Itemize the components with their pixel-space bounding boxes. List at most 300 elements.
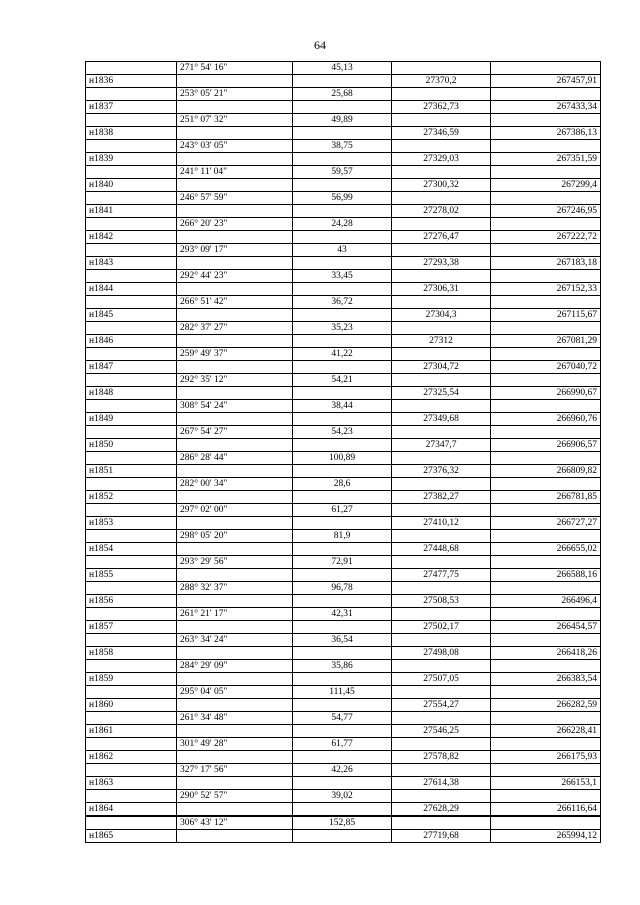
y-coordinate-cell xyxy=(491,452,601,465)
y-coordinate-cell xyxy=(491,426,601,439)
y-coordinate-cell: 267386,13 xyxy=(491,127,601,140)
y-coordinate-cell: 267457,91 xyxy=(491,75,601,88)
x-coordinate-cell: 27376,32 xyxy=(392,465,491,478)
segment-row xyxy=(86,816,601,830)
x-coordinate-cell: 27347,7 xyxy=(392,439,491,452)
point-name-cell xyxy=(86,88,177,101)
distance-cell xyxy=(293,413,392,426)
angle-cell xyxy=(177,205,293,218)
x-coordinate-cell xyxy=(392,790,491,803)
point-name-cell: н1850 xyxy=(86,439,177,452)
x-coordinate-cell: 27304,3 xyxy=(392,309,491,322)
distance-cell: 152,85 xyxy=(293,816,392,830)
x-coordinate-cell: 27346,59 xyxy=(392,127,491,140)
segment-row xyxy=(86,634,601,647)
y-coordinate-cell xyxy=(491,738,601,751)
point-name-cell xyxy=(86,426,177,439)
y-coordinate-cell: 267115,67 xyxy=(491,309,601,322)
angle-cell: 298° 05' 20" xyxy=(177,530,293,543)
distance-cell xyxy=(293,387,392,400)
segment-row xyxy=(86,686,601,699)
y-coordinate-cell xyxy=(491,322,601,335)
segment-row xyxy=(86,660,601,673)
y-coordinate-cell: 265994,12 xyxy=(491,830,601,843)
point-name-cell xyxy=(86,296,177,309)
x-coordinate-cell: 27628,29 xyxy=(392,803,491,817)
distance-cell xyxy=(293,777,392,790)
distance-cell xyxy=(293,361,392,374)
y-coordinate-cell xyxy=(491,348,601,361)
x-coordinate-cell xyxy=(392,634,491,647)
y-coordinate-cell: 266960,76 xyxy=(491,413,601,426)
point-name-cell xyxy=(86,530,177,543)
x-coordinate-cell xyxy=(392,218,491,231)
distance-cell xyxy=(293,543,392,556)
x-coordinate-cell: 27325,54 xyxy=(392,387,491,400)
point-name-cell xyxy=(86,816,177,830)
distance-cell xyxy=(293,465,392,478)
segment-row xyxy=(86,322,601,335)
point-row xyxy=(86,830,601,843)
y-coordinate-cell: 266588,16 xyxy=(491,569,601,582)
y-coordinate-cell: 266655,02 xyxy=(491,543,601,556)
y-coordinate-cell xyxy=(491,114,601,127)
point-row xyxy=(86,699,601,712)
y-coordinate-cell xyxy=(491,660,601,673)
segment-row xyxy=(86,530,601,543)
angle-cell: 241° 11' 04" xyxy=(177,166,293,179)
angle-cell xyxy=(177,439,293,452)
x-coordinate-cell xyxy=(392,608,491,621)
segment-row xyxy=(86,452,601,465)
distance-cell: 38,44 xyxy=(293,400,392,413)
angle-cell xyxy=(177,595,293,608)
x-coordinate-cell xyxy=(392,88,491,101)
angle-cell: 284° 29' 09" xyxy=(177,660,293,673)
angle-cell: 288° 32' 37" xyxy=(177,582,293,595)
x-coordinate-cell: 27448,68 xyxy=(392,543,491,556)
segment-row xyxy=(86,218,601,231)
page-number: 64 xyxy=(314,38,326,52)
x-coordinate-cell xyxy=(392,296,491,309)
point-row xyxy=(86,205,601,218)
point-name-cell: н1862 xyxy=(86,751,177,764)
x-coordinate-cell xyxy=(392,504,491,517)
angle-cell xyxy=(177,830,293,843)
point-row xyxy=(86,75,601,88)
y-coordinate-cell xyxy=(491,166,601,179)
segment-row xyxy=(86,114,601,127)
distance-cell: 61,27 xyxy=(293,504,392,517)
angle-cell xyxy=(177,543,293,556)
point-name-cell: н1849 xyxy=(86,413,177,426)
point-name-cell xyxy=(86,582,177,595)
x-coordinate-cell: 27578,82 xyxy=(392,751,491,764)
segment-row xyxy=(86,478,601,491)
point-name-cell xyxy=(86,192,177,205)
x-coordinate-cell xyxy=(392,530,491,543)
angle-cell: 253° 05' 21" xyxy=(177,88,293,101)
point-name-cell: н1865 xyxy=(86,830,177,843)
distance-cell xyxy=(293,647,392,660)
point-row xyxy=(86,387,601,400)
y-coordinate-cell: 266153,1 xyxy=(491,777,601,790)
point-name-cell xyxy=(86,608,177,621)
x-coordinate-cell xyxy=(392,660,491,673)
distance-cell: 36,54 xyxy=(293,634,392,647)
angle-cell xyxy=(177,491,293,504)
angle-cell xyxy=(177,517,293,530)
x-coordinate-cell xyxy=(392,140,491,153)
angle-cell: 271° 54' 16" xyxy=(177,62,293,75)
distance-cell xyxy=(293,751,392,764)
angle-cell xyxy=(177,413,293,426)
y-coordinate-cell xyxy=(491,88,601,101)
distance-cell xyxy=(293,673,392,686)
coordinates-table-body xyxy=(86,62,601,843)
distance-cell xyxy=(293,517,392,530)
distance-cell: 24,28 xyxy=(293,218,392,231)
x-coordinate-cell xyxy=(392,270,491,283)
distance-cell xyxy=(293,205,392,218)
segment-row xyxy=(86,374,601,387)
angle-cell xyxy=(177,153,293,166)
x-coordinate-cell xyxy=(392,374,491,387)
distance-cell: 54,77 xyxy=(293,712,392,725)
x-coordinate-cell: 27554,27 xyxy=(392,699,491,712)
x-coordinate-cell xyxy=(392,348,491,361)
distance-cell xyxy=(293,101,392,114)
x-coordinate-cell xyxy=(392,166,491,179)
x-coordinate-cell xyxy=(392,478,491,491)
distance-cell: 100,89 xyxy=(293,452,392,465)
x-coordinate-cell xyxy=(392,686,491,699)
y-coordinate-cell: 267433,34 xyxy=(491,101,601,114)
distance-cell: 39,02 xyxy=(293,790,392,803)
x-coordinate-cell xyxy=(392,556,491,569)
point-name-cell xyxy=(86,764,177,777)
angle-cell xyxy=(177,101,293,114)
distance-cell: 43 xyxy=(293,244,392,257)
point-name-cell xyxy=(86,738,177,751)
y-coordinate-cell: 266383,54 xyxy=(491,673,601,686)
distance-cell xyxy=(293,491,392,504)
angle-cell: 293° 09' 17" xyxy=(177,244,293,257)
angle-cell xyxy=(177,231,293,244)
distance-cell: 33,45 xyxy=(293,270,392,283)
x-coordinate-cell xyxy=(392,582,491,595)
x-coordinate-cell: 27498,08 xyxy=(392,647,491,660)
y-coordinate-cell: 266990,67 xyxy=(491,387,601,400)
x-coordinate-cell: 27278,02 xyxy=(392,205,491,218)
x-coordinate-cell: 27370,2 xyxy=(392,75,491,88)
y-coordinate-cell: 266116,64 xyxy=(491,803,601,817)
x-coordinate-cell xyxy=(392,452,491,465)
point-name-cell: н1858 xyxy=(86,647,177,660)
distance-cell: 49,89 xyxy=(293,114,392,127)
segment-row xyxy=(86,764,601,777)
x-coordinate-cell: 27329,03 xyxy=(392,153,491,166)
point-name-cell: н1840 xyxy=(86,179,177,192)
x-coordinate-cell: 27293,38 xyxy=(392,257,491,270)
segment-row xyxy=(86,738,601,751)
angle-cell xyxy=(177,725,293,738)
x-coordinate-cell xyxy=(392,244,491,257)
angle-cell xyxy=(177,673,293,686)
point-name-cell: н1836 xyxy=(86,75,177,88)
y-coordinate-cell xyxy=(491,530,601,543)
y-coordinate-cell: 266418,26 xyxy=(491,647,601,660)
y-coordinate-cell xyxy=(491,686,601,699)
point-row xyxy=(86,647,601,660)
point-row xyxy=(86,127,601,140)
point-name-cell: н1857 xyxy=(86,621,177,634)
point-name-cell xyxy=(86,556,177,569)
x-coordinate-cell xyxy=(392,764,491,777)
point-name-cell xyxy=(86,452,177,465)
x-coordinate-cell: 27349,68 xyxy=(392,413,491,426)
distance-cell xyxy=(293,725,392,738)
point-name-cell xyxy=(86,790,177,803)
point-name-cell xyxy=(86,374,177,387)
point-name-cell: н1837 xyxy=(86,101,177,114)
y-coordinate-cell: 266175,93 xyxy=(491,751,601,764)
y-coordinate-cell xyxy=(491,244,601,257)
point-name-cell: н1854 xyxy=(86,543,177,556)
angle-cell: 243° 03' 05" xyxy=(177,140,293,153)
x-coordinate-cell: 27304,72 xyxy=(392,361,491,374)
point-name-cell: н1842 xyxy=(86,231,177,244)
point-name-cell xyxy=(86,504,177,517)
x-coordinate-cell xyxy=(392,816,491,830)
point-name-cell xyxy=(86,348,177,361)
distance-cell xyxy=(293,699,392,712)
y-coordinate-cell: 267040,72 xyxy=(491,361,601,374)
point-name-cell: н1859 xyxy=(86,673,177,686)
point-row xyxy=(86,673,601,686)
point-name-cell xyxy=(86,686,177,699)
point-row xyxy=(86,179,601,192)
angle-cell xyxy=(177,283,293,296)
point-row xyxy=(86,751,601,764)
y-coordinate-cell xyxy=(491,478,601,491)
angle-cell: 308° 54' 24" xyxy=(177,400,293,413)
angle-cell: 282° 00' 34" xyxy=(177,478,293,491)
distance-cell: 96,78 xyxy=(293,582,392,595)
point-name-cell: н1843 xyxy=(86,257,177,270)
distance-cell: 41,22 xyxy=(293,348,392,361)
distance-cell: 42,26 xyxy=(293,764,392,777)
point-row xyxy=(86,803,601,817)
y-coordinate-cell xyxy=(491,140,601,153)
segment-row xyxy=(86,166,601,179)
point-row xyxy=(86,595,601,608)
y-coordinate-cell xyxy=(491,712,601,725)
segment-row xyxy=(86,712,601,725)
x-coordinate-cell: 27546,25 xyxy=(392,725,491,738)
point-name-cell: н1841 xyxy=(86,205,177,218)
y-coordinate-cell: 266781,85 xyxy=(491,491,601,504)
y-coordinate-cell xyxy=(491,270,601,283)
point-row xyxy=(86,621,601,634)
x-coordinate-cell xyxy=(392,192,491,205)
point-name-cell xyxy=(86,478,177,491)
point-name-cell: н1838 xyxy=(86,127,177,140)
angle-cell: 292° 35' 12" xyxy=(177,374,293,387)
distance-cell xyxy=(293,127,392,140)
distance-cell xyxy=(293,231,392,244)
point-name-cell: н1861 xyxy=(86,725,177,738)
distance-cell: 54,21 xyxy=(293,374,392,387)
x-coordinate-cell xyxy=(392,426,491,439)
segment-row xyxy=(86,192,601,205)
distance-cell: 42,31 xyxy=(293,608,392,621)
distance-cell xyxy=(293,335,392,348)
angle-cell xyxy=(177,777,293,790)
point-name-cell xyxy=(86,400,177,413)
x-coordinate-cell: 27502,17 xyxy=(392,621,491,634)
segment-row xyxy=(86,582,601,595)
y-coordinate-cell xyxy=(491,582,601,595)
point-name-cell: н1863 xyxy=(86,777,177,790)
distance-cell xyxy=(293,595,392,608)
x-coordinate-cell xyxy=(392,322,491,335)
angle-cell: 306° 43' 12" xyxy=(177,816,293,830)
segment-row xyxy=(86,140,601,153)
point-row xyxy=(86,543,601,556)
angle-cell: 290° 52' 57" xyxy=(177,790,293,803)
y-coordinate-cell xyxy=(491,374,601,387)
distance-cell: 59,57 xyxy=(293,166,392,179)
angle-cell xyxy=(177,309,293,322)
point-name-cell: н1851 xyxy=(86,465,177,478)
point-name-cell xyxy=(86,218,177,231)
x-coordinate-cell xyxy=(392,114,491,127)
distance-cell xyxy=(293,803,392,817)
point-row xyxy=(86,725,601,738)
point-name-cell xyxy=(86,634,177,647)
angle-cell xyxy=(177,751,293,764)
y-coordinate-cell: 266496,4 xyxy=(491,595,601,608)
y-coordinate-cell: 267152,33 xyxy=(491,283,601,296)
distance-cell: 56,99 xyxy=(293,192,392,205)
angle-cell xyxy=(177,257,293,270)
distance-cell xyxy=(293,830,392,843)
distance-cell xyxy=(293,283,392,296)
y-coordinate-cell: 266906,57 xyxy=(491,439,601,452)
distance-cell: 35,23 xyxy=(293,322,392,335)
distance-cell: 35,86 xyxy=(293,660,392,673)
point-name-cell xyxy=(86,166,177,179)
distance-cell: 61,77 xyxy=(293,738,392,751)
y-coordinate-cell xyxy=(491,634,601,647)
x-coordinate-cell: 27719,68 xyxy=(392,830,491,843)
point-name-cell: н1847 xyxy=(86,361,177,374)
x-coordinate-cell: 27507,05 xyxy=(392,673,491,686)
point-name-cell: н1864 xyxy=(86,803,177,817)
y-coordinate-cell xyxy=(491,192,601,205)
x-coordinate-cell: 27306,31 xyxy=(392,283,491,296)
angle-cell: 301° 49' 28" xyxy=(177,738,293,751)
distance-cell xyxy=(293,257,392,270)
distance-cell: 36,72 xyxy=(293,296,392,309)
segment-row xyxy=(86,348,601,361)
angle-cell xyxy=(177,179,293,192)
point-name-cell: н1855 xyxy=(86,569,177,582)
point-name-cell xyxy=(86,140,177,153)
segment-row xyxy=(86,504,601,517)
y-coordinate-cell xyxy=(491,764,601,777)
distance-cell: 28,6 xyxy=(293,478,392,491)
y-coordinate-cell xyxy=(491,608,601,621)
distance-cell: 54,23 xyxy=(293,426,392,439)
y-coordinate-cell xyxy=(491,556,601,569)
segment-row xyxy=(86,296,601,309)
angle-cell: 282° 37' 27" xyxy=(177,322,293,335)
segment-row xyxy=(86,88,601,101)
point-name-cell: н1839 xyxy=(86,153,177,166)
distance-cell xyxy=(293,309,392,322)
point-row xyxy=(86,465,601,478)
point-name-cell: н1846 xyxy=(86,335,177,348)
angle-cell: 292° 44' 23" xyxy=(177,270,293,283)
point-row xyxy=(86,439,601,452)
segment-row xyxy=(86,556,601,569)
point-row xyxy=(86,569,601,582)
segment-row xyxy=(86,244,601,257)
distance-cell xyxy=(293,569,392,582)
y-coordinate-cell xyxy=(491,790,601,803)
angle-cell xyxy=(177,621,293,634)
angle-cell xyxy=(177,647,293,660)
y-coordinate-cell xyxy=(491,816,601,830)
x-coordinate-cell: 27300,32 xyxy=(392,179,491,192)
y-coordinate-cell: 266228,41 xyxy=(491,725,601,738)
point-name-cell: н1848 xyxy=(86,387,177,400)
angle-cell xyxy=(177,361,293,374)
segment-row xyxy=(86,608,601,621)
y-coordinate-cell: 266282,59 xyxy=(491,699,601,712)
point-name-cell: н1860 xyxy=(86,699,177,712)
segment-row xyxy=(86,270,601,283)
coordinates-table xyxy=(85,61,601,843)
distance-cell xyxy=(293,621,392,634)
distance-cell: 72,91 xyxy=(293,556,392,569)
angle-cell: 267° 54' 27" xyxy=(177,426,293,439)
y-coordinate-cell xyxy=(491,504,601,517)
point-name-cell xyxy=(86,62,177,75)
angle-cell: 327° 17' 56" xyxy=(177,764,293,777)
point-name-cell: н1844 xyxy=(86,283,177,296)
angle-cell: 266° 51' 42" xyxy=(177,296,293,309)
y-coordinate-cell xyxy=(491,62,601,75)
point-row xyxy=(86,231,601,244)
point-row xyxy=(86,491,601,504)
point-name-cell: н1856 xyxy=(86,595,177,608)
angle-cell xyxy=(177,127,293,140)
distance-cell: 81,9 xyxy=(293,530,392,543)
x-coordinate-cell xyxy=(392,62,491,75)
y-coordinate-cell xyxy=(491,400,601,413)
y-coordinate-cell xyxy=(491,218,601,231)
y-coordinate-cell: 266454,57 xyxy=(491,621,601,634)
point-name-cell xyxy=(86,660,177,673)
angle-cell xyxy=(177,803,293,817)
angle-cell xyxy=(177,387,293,400)
point-row xyxy=(86,309,601,322)
distance-cell: 38,75 xyxy=(293,140,392,153)
x-coordinate-cell: 27410,12 xyxy=(392,517,491,530)
